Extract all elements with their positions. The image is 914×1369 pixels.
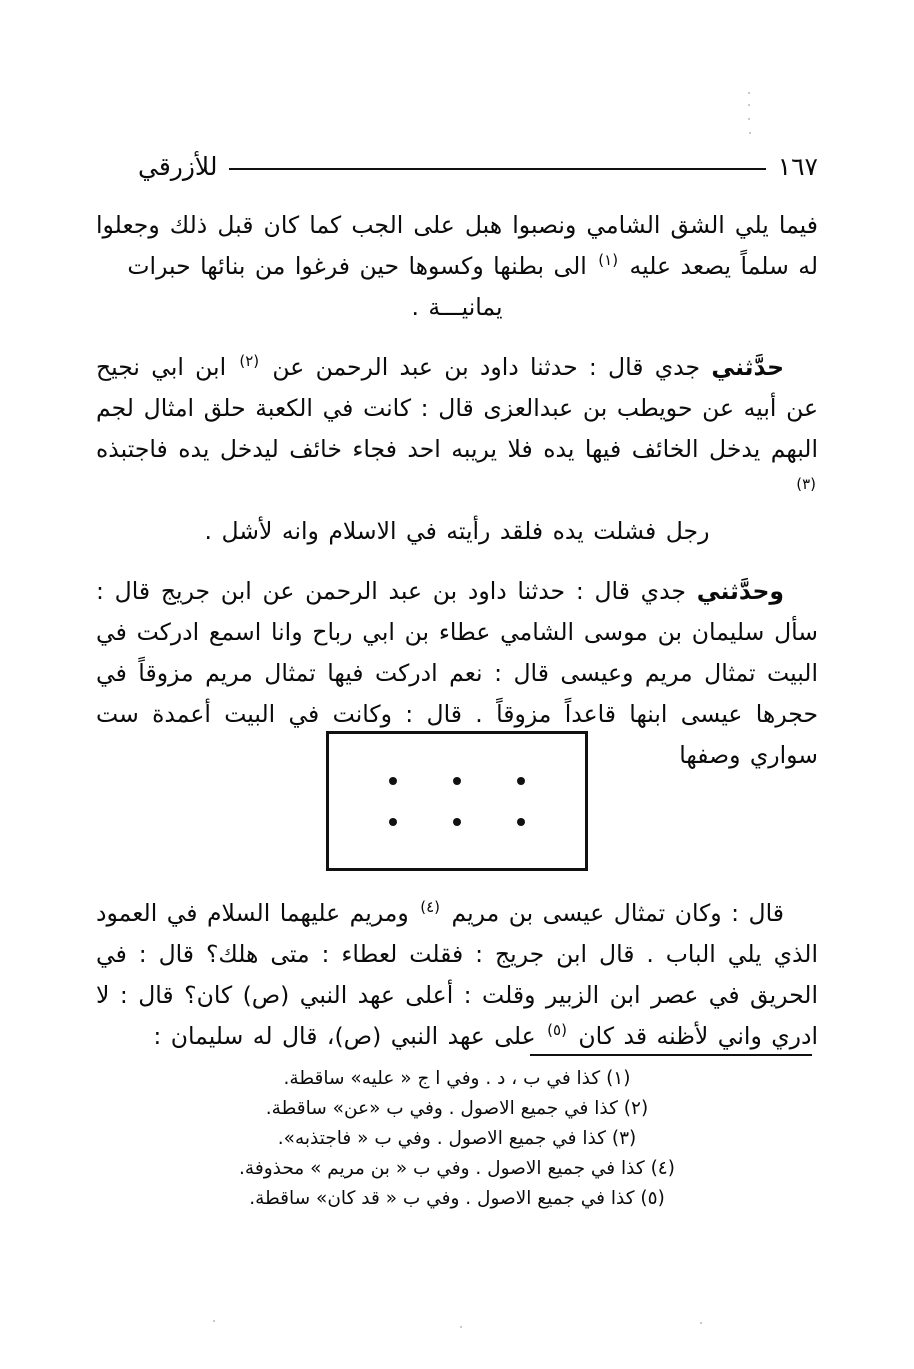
column-dot	[389, 777, 397, 785]
footnote-ref-3[interactable]: (٣)	[796, 475, 816, 494]
footnote-item: (٣) كذا في جميع الاصول . وفي ب « فاجتذبه».	[277, 1128, 637, 1149]
column-dot	[517, 818, 525, 826]
paragraph-1	[96, 205, 818, 328]
running-head-rule	[229, 168, 765, 170]
column-dot	[389, 818, 397, 826]
running-head	[138, 148, 818, 188]
footnote-ref-5[interactable]: (٥)	[547, 1021, 567, 1040]
footnote-ref-4[interactable]: (٤)	[420, 898, 441, 917]
scan-speck	[748, 104, 750, 106]
paragraph-4-text-after-2: على عهد النبي (ص)، قال له سليمان :	[153, 1022, 546, 1050]
scan-speck	[700, 1322, 702, 1324]
paragraph-4-text-after: ومريم عليهما السلام في العمود الذي يلي الباب . قال ابن جريج : فقلت لعطاء : متى هلك؟ قال : في الحريق في عصر ابن الزبير وقلت : أعلى عهد النبي (ص) كان؟ قال : لا ادري واني لأظنه قد كان	[96, 899, 818, 1050]
footnote-item: (٥) كذا في جميع الاصول . وفي ب « قد كان» ساقطة.	[249, 1188, 665, 1209]
footnote-item: (٢) كذا في جميع الاصول . وفي ب «عن» ساقطة.	[265, 1098, 649, 1119]
folio-number: ١٦٧	[777, 151, 818, 181]
paragraph-4-text: قال : وكان تمثال عيسى بن مريم	[442, 899, 784, 927]
paragraph-1-tail: يمانيـــة .	[411, 293, 503, 321]
book-title: للأزرقي	[138, 151, 218, 181]
body-text-continued	[96, 893, 818, 1076]
paragraph-4	[96, 893, 818, 1057]
paragraph-2-tail: رجل فشلت يده فلقد رأيته في الاسلام وانه لأشل .	[204, 517, 710, 545]
footnote-list	[96, 1064, 818, 1214]
paragraph-1-text: فيما يلي الشق الشامي ونصبوا هبل على الجب كما كان قبل ذلك وجعلوا له سلماً يصعد عليه	[96, 211, 818, 280]
paragraph-2-text: جدي قال : حدثنا داود بن عبد الرحمن عن	[261, 353, 712, 381]
scan-speck	[460, 1326, 462, 1328]
tarbi-diagram-container	[0, 731, 914, 871]
footnote-item: (٤) كذا في جميع الاصول . وفي ب « بن مريم » محذوفة.	[239, 1158, 675, 1179]
scan-speck	[749, 132, 751, 134]
scan-speck	[213, 1320, 215, 1322]
paragraph-3-text: جدي قال : حدثنا داود بن عبد الرحمن عن ابن جريج قال : سأل سليمان بن موسى الشامي عطاء بن ابي رباح وانا اسمع ادركت في البيت تمثال مريم وعيسى قال : نعم ادركت فيها تمثال مريم مزوقاً في حجرها عيسى ابنها قاعداً مزوقاً . قال : وكانت في البيت أعمدة ست سواري وصفها	[96, 577, 818, 769]
paragraph-3-lead: وحدَّثني	[696, 577, 784, 605]
tarbi-diagram-rectangle	[326, 731, 588, 871]
column-dot	[453, 777, 461, 785]
footnote-ref-1[interactable]: (١)	[598, 251, 619, 270]
column-dot	[517, 777, 525, 785]
footnote-separator	[530, 1054, 812, 1056]
paragraph-1-text-after: الى بطنها وكسوها حين فرغوا من بنائها حبرات	[127, 252, 597, 280]
paragraph-2	[96, 347, 818, 552]
scan-speck	[748, 92, 750, 94]
scan-speck	[748, 118, 750, 120]
paragraph-2-text-after: ابن ابي نجيح عن أبيه عن حويطب بن عبدالعزى قال : كانت في الكعبة حلق امثال لجم البهم يدخل الخائف فيها يده فلا يريبه احد فجاء خائف ليدخل يده فاجتبذه	[96, 353, 818, 463]
footnote-ref-2[interactable]: (٢)	[239, 352, 260, 371]
paragraph-2-lead: حدَّثني	[711, 353, 785, 381]
footnote-item: (١) كذا في ب ، د . وفي ا ج « عليه» ساقطة.	[283, 1068, 631, 1089]
column-dot	[453, 818, 461, 826]
